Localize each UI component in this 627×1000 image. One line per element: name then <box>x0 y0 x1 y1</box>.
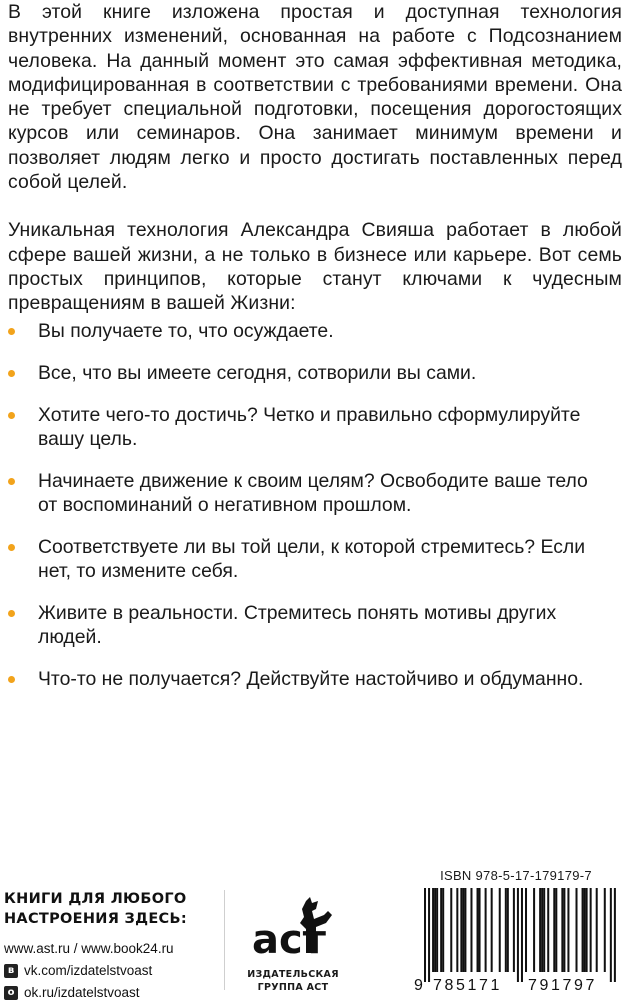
barcode-bar <box>440 888 442 972</box>
barcode <box>410 888 622 992</box>
bullet-icon <box>8 610 15 617</box>
barcode-digit-first: 9 <box>414 977 426 992</box>
barcode-bar <box>460 888 462 972</box>
barcode-bar <box>584 888 586 972</box>
intro-paragraph-1: В этой книге изложена простая и доступная технология внутренних изменений, основанная на работе с Подсознанием человека. На данный момент это самая эффективная методика, модифицированная в соответствии с требованиями времени. Она не требует специальной подготовки, посещения дорогостоящих курсов или семинаров. Она занимает минимум времени и позволяет людям легко и просто достигать поставленных перед собой целей. <box>8 1 622 194</box>
barcode-bar <box>470 888 472 972</box>
principles-list <box>38 319 598 709</box>
barcode-bar <box>464 888 466 972</box>
barcode-bar <box>567 888 569 972</box>
barcode-bar <box>513 888 515 972</box>
ok-link[interactable]: о ok.ru/izdatelstvoast <box>4 983 224 1000</box>
bullet-icon <box>8 370 15 377</box>
list-item: Соответствуете ли вы той цели, к которой стремитесь? Если нет, то измените себя. <box>38 535 598 584</box>
barcode-bar <box>563 888 565 972</box>
vk-link[interactable]: в vk.com/izdatelstvoast <box>4 961 224 981</box>
barcode-bar <box>479 888 481 972</box>
barcode-bar <box>533 888 535 972</box>
description-text <box>8 0 622 316</box>
barcode-bar <box>610 888 612 982</box>
barcode-bar <box>491 888 493 972</box>
barcode-bar <box>541 888 543 972</box>
bullet-icon <box>8 544 15 551</box>
barcode-bar <box>586 888 588 972</box>
barcode-bar <box>477 888 479 972</box>
bullet-icon <box>8 328 15 335</box>
barcode-bar <box>436 888 438 972</box>
vk-icon: в <box>4 964 18 978</box>
intro-paragraph-2: Уникальная технология Александра Свияша работает в любой сфере вашей жизни, а не только в бизнесе или карьере. Вот семь простых принципов, которые станут ключами к чудесным превращениям в вашей Жизни: <box>8 219 622 315</box>
barcode-bar <box>507 888 509 972</box>
barcode-digits-left: 785171 <box>433 977 503 992</box>
bullet-icon <box>8 676 15 683</box>
barcode-bar <box>525 888 527 972</box>
barcode-bar <box>590 888 592 972</box>
bullet-icon <box>8 478 15 485</box>
barcode-bar <box>596 888 598 972</box>
barcode-bar <box>517 888 519 982</box>
list-item: Все, что вы имеете сегодня, сотворили вы сами. <box>38 361 598 385</box>
barcode-bar <box>505 888 507 972</box>
barcode-bar <box>539 888 541 972</box>
bullet-icon <box>8 412 15 419</box>
footer-links <box>4 889 224 1000</box>
list-item: Начинаете движение к своим целям? Освободите ваше тело от воспоминаний о негативном прошлом. <box>38 469 598 518</box>
list-item: Что-то не получается? Действуйте настойчиво и обдуманно. <box>38 667 598 691</box>
sites-link[interactable]: www.ast.ru / www.book24.ru <box>4 941 174 956</box>
list-item: Хотите чего-то достичь? Четко и правильно сформулируйте вашу цель. <box>38 403 598 452</box>
barcode-bar <box>456 888 458 972</box>
footer-divider <box>224 890 225 990</box>
list-item: Живите в реальности. Стремитесь понять мотивы других людей. <box>38 601 598 650</box>
isbn-block <box>410 868 622 992</box>
barcode-bar <box>553 888 555 972</box>
barcode-digits-right: 791797 <box>528 977 597 992</box>
list-item: Вы получаете то, что осуждаете. <box>38 319 598 343</box>
barcode-bar <box>614 888 616 982</box>
barcode-bar <box>547 888 549 972</box>
barcode-bar <box>561 888 563 972</box>
publisher-name: ИЗДАТЕЛЬСКАЯ ГРУППА АСТ <box>247 969 339 993</box>
barcode-bar <box>604 888 606 972</box>
ast-logo-icon <box>248 893 338 963</box>
barcode-bar <box>450 888 452 972</box>
publisher-logo <box>242 893 344 994</box>
barcode-bar <box>428 888 430 982</box>
barcode-bar <box>424 888 426 982</box>
footer-title: КНИГИ ДЛЯ ЛЮБОГО НАСТРОЕНИЯ ЗДЕСЬ: <box>4 891 187 927</box>
barcode-bar <box>442 888 444 972</box>
barcode-bar <box>543 888 545 972</box>
barcode-bar <box>555 888 557 972</box>
barcode-bar <box>485 888 487 972</box>
svg-text:аст: аст <box>252 917 326 963</box>
barcode-bar <box>582 888 584 972</box>
barcode-bar <box>499 888 501 972</box>
barcode-bar <box>462 888 464 972</box>
barcode-bar <box>434 888 436 972</box>
isbn-label: ISBN 978-5-17-179179-7 <box>440 868 592 883</box>
barcode-bar <box>432 888 434 972</box>
ok-icon: о <box>4 986 18 1000</box>
barcode-bar <box>576 888 578 972</box>
barcode-bar <box>521 888 523 982</box>
